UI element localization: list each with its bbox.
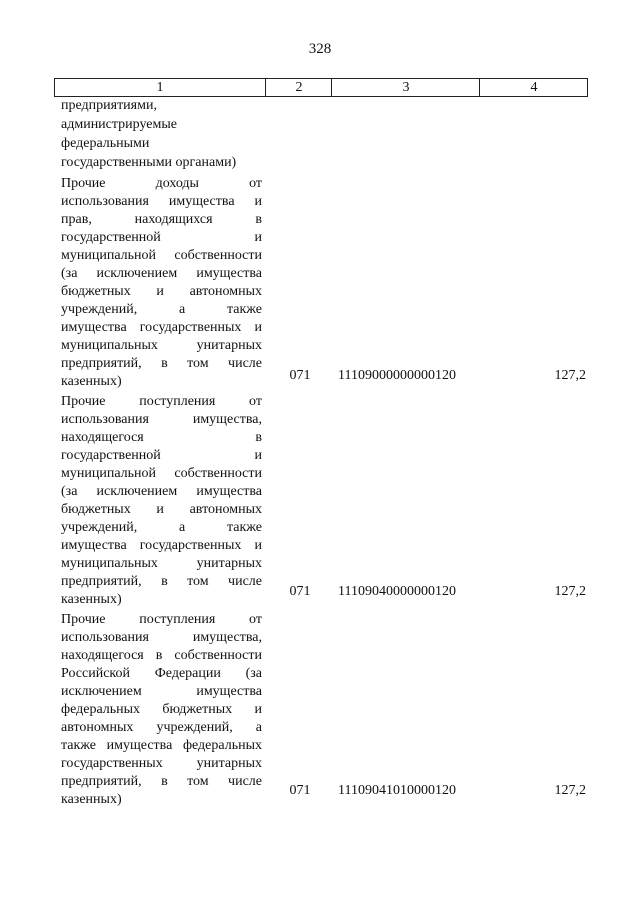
row-text-line: государственной и (61, 448, 262, 463)
header-col-2: 2 (265, 79, 332, 96)
row-text-line: исключением имущества (61, 684, 262, 699)
row-text-line: государственными органами) (61, 155, 237, 170)
table-row-3-kbk: 11109041010000120 (338, 783, 456, 798)
row-text-line: казенных) (61, 592, 122, 607)
header-col-3: 3 (331, 79, 480, 96)
row-text-line: Российской Федерации (за (61, 666, 262, 681)
row-text-line: Прочие поступления от (61, 612, 262, 627)
row-text-line: бюджетных и автономных (61, 502, 262, 517)
table-row-3-amount: 127,2 (554, 783, 586, 798)
row-text-line: учреждений, а также (61, 520, 262, 535)
table-row-3-code: 071 (289, 783, 311, 798)
row-text-line: учреждений, а также (61, 302, 262, 317)
row-text-line: администрируемые (61, 117, 177, 132)
table-row-1-code: 071 (289, 368, 311, 383)
row-text-line: (за исключением имущества (61, 484, 262, 499)
row-text-line: муниципальной собственности (61, 248, 262, 263)
row-text-line: казенных) (61, 374, 122, 389)
row-text-line: муниципальных унитарных (61, 556, 262, 571)
row-text-line: Прочие поступления от (61, 394, 262, 409)
table-row-1-kbk: 11109000000000120 (338, 368, 456, 383)
row-text-line: муниципальной собственности (61, 466, 262, 481)
page-number: 328 (308, 41, 332, 57)
row-text-line: муниципальных унитарных (61, 338, 262, 353)
table-row-1-amount: 127,2 (554, 368, 586, 383)
row-text-line: федеральными (61, 136, 150, 151)
row-text-line: предприятий, в том числе (61, 574, 262, 589)
row-text-line: имущества государственных и (61, 320, 262, 335)
row-text-line: Прочие доходы от (61, 176, 262, 191)
row-text-line: также имущества федеральных (61, 738, 262, 753)
table-row-2-amount: 127,2 (554, 584, 586, 599)
row-text-line: бюджетных и автономных (61, 284, 262, 299)
row-text-line: использования имущества и (61, 194, 262, 209)
row-text-line: казенных) (61, 792, 122, 807)
table-header (54, 78, 588, 97)
row-text-line: находящегося в (61, 430, 262, 445)
header-col-1: 1 (156, 80, 164, 95)
header-col-4: 4 (479, 79, 588, 96)
row-text-line: прав, находящихся в (61, 212, 262, 227)
row-text-line: государственных унитарных (61, 756, 262, 771)
row-text-line: предприятий, в том числе (61, 356, 262, 371)
row-text-line: использования имущества, (61, 412, 262, 427)
row-text-line: предприятий, в том числе (61, 774, 262, 789)
row-text-line: (за исключением имущества (61, 266, 262, 281)
table-row-2-code: 071 (289, 584, 311, 599)
row-text-line: государственной и (61, 230, 262, 245)
row-text-line: автономных учреждений, а (61, 720, 262, 735)
row-text-line: предприятиями, (61, 98, 157, 113)
row-text-line: использования имущества, (61, 630, 262, 645)
table-row-2-kbk: 11109040000000120 (338, 584, 456, 599)
row-text-line: федеральных бюджетных и (61, 702, 262, 717)
row-text-line: имущества государственных и (61, 538, 262, 553)
row-text-line: находящегося в собственности (61, 648, 262, 663)
